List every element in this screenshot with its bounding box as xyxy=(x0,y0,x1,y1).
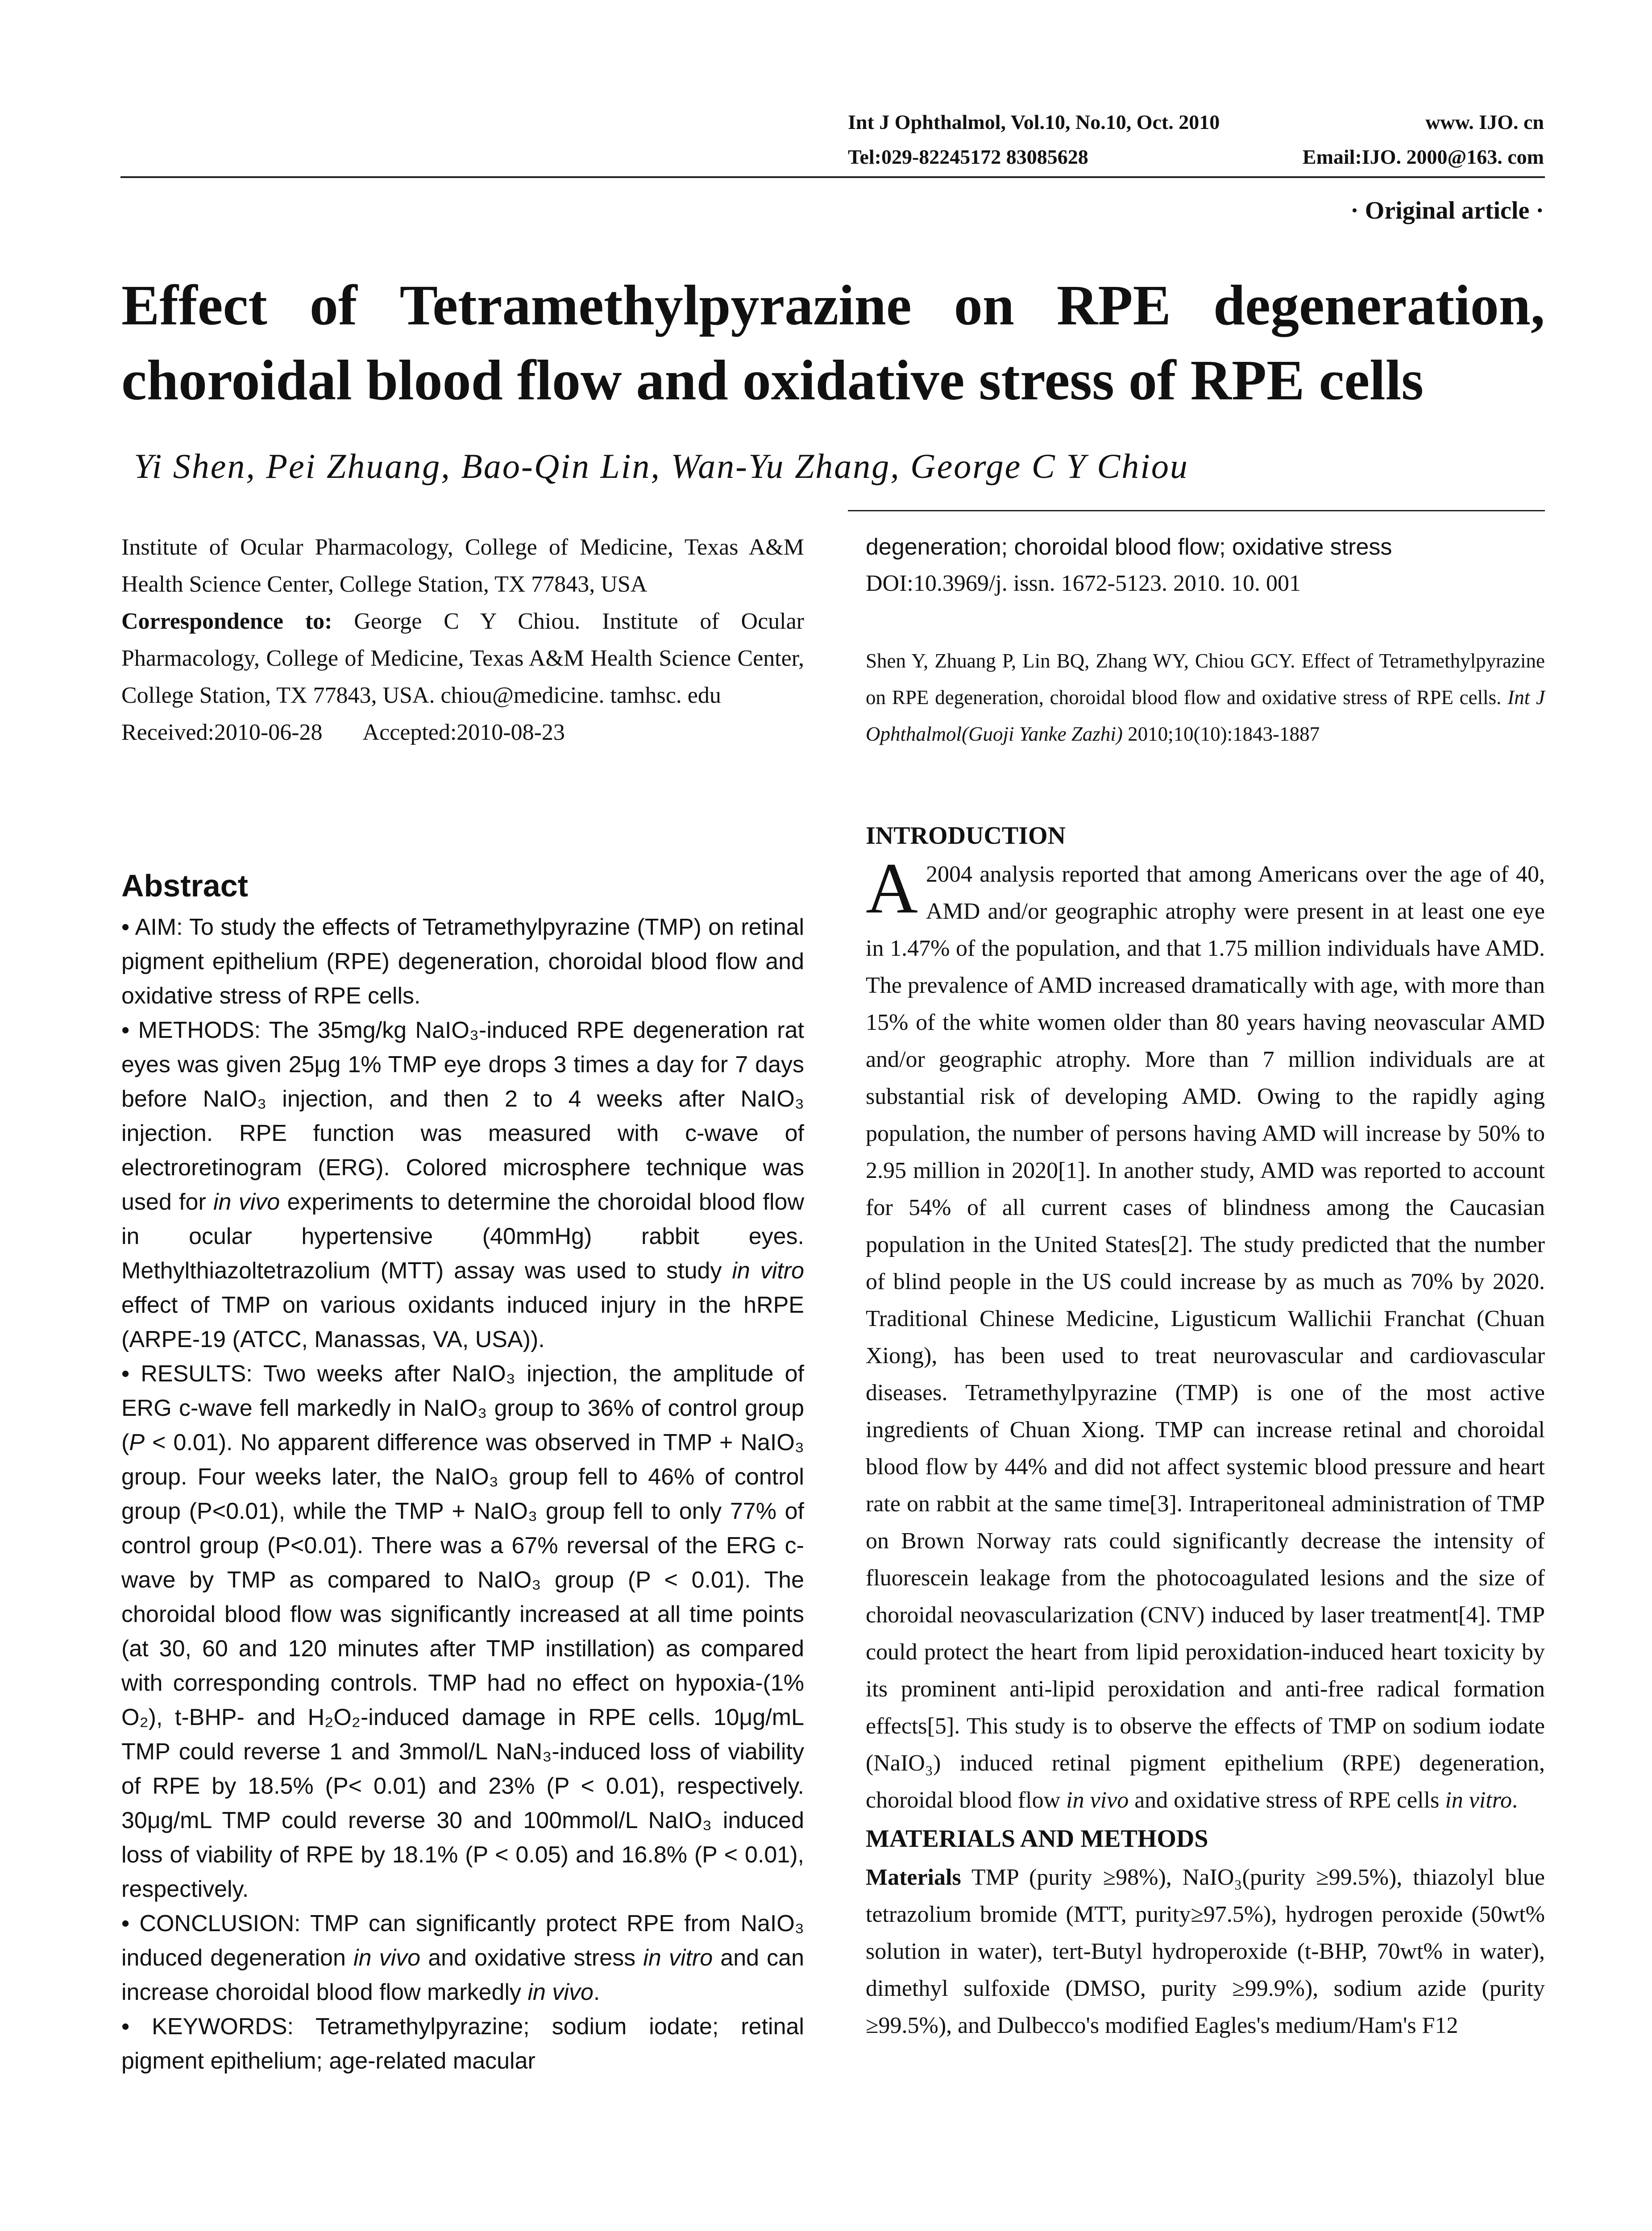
materials-label: Materials xyxy=(866,1865,961,1890)
results-text: < 0.01). No apparent difference was observed in TMP + NaIO₃ group. Four weeks later, the NaIO₃ group fell to 46% of control group (P<0.01), while the TMP + NaIO₃ group fell to only 77% of control group (P<0.01). There was a 67% reversal of the ERG c-wave by TMP as compared to NaIO₃ group (P < 0.01). The choroidal blood flow was significantly increased at all time points (at 30, 60 and 120 minutes after TMP instillation) as compared with corresponding controls. TMP had no effect on hypoxia-(1% O₂), t-BHP- and H₂O₂-induced damage in RPE cells. 10μg/mL TMP could reverse 1 and 3mmol/L NaN₃-induced loss of viability of RPE by 18.5% (P< 0.01) and 23% (P < 0.01), respectively. 30μg/mL TMP could reverse 30 and 100mmol/L NaIO₃ induced loss of viability of RPE by 18.1% (P < 0.05) and 16.8% (P < 0.01), respectively. xyxy=(121,1430,804,1902)
conclusion-text: . xyxy=(593,1979,600,2005)
intro-text: and oxidative stress of RPE cells xyxy=(1129,1787,1445,1813)
authors-divider xyxy=(848,510,1545,511)
conclusion-text: • CONCLUSION: TMP can significantly protect RPE from NaIO₃ induced degeneration xyxy=(121,1911,804,1971)
keywords-continued: degeneration; choroidal blood flow; oxidative stress xyxy=(866,534,1392,560)
author-list: Yi Shen, Pei Zhuang, Bao-Qin Lin, Wan-Yu Zhang, George C Y Chiou xyxy=(134,447,1189,485)
article-type: · Original article · xyxy=(1350,197,1544,224)
methods-heading: MATERIALS AND METHODS xyxy=(866,1825,1208,1853)
abstract-conclusion xyxy=(121,1907,804,2010)
title-word: of xyxy=(309,274,357,337)
correspondence-text: George C Y Chiou. Institute of Ocular Pharmacology, College of Medicine, Texas A&M Health Science Center, College Station, TX 77843, USA. chiou@medicine. tamhsc. edu xyxy=(121,609,804,708)
title-word: on xyxy=(954,274,1014,337)
title-word: degeneration, xyxy=(1213,274,1545,337)
abstract-body xyxy=(121,910,804,2078)
citation-text: Shen Y, Zhuang P, Lin BQ, Zhang WY, Chiou GCY. Effect of Tetramethylpyrazine on RPE degeneration, choroidal blood flow and oxidative stress of RPE cells. xyxy=(866,650,1545,709)
citation-pages: 2010;10(10):1843-1887 xyxy=(1122,723,1320,745)
running-header xyxy=(848,105,1544,174)
title-word: Tetramethylpyrazine xyxy=(399,274,912,337)
citation-block xyxy=(866,643,1545,752)
methods-in-vitro: in vitro xyxy=(732,1258,804,1284)
conclusion-in-vivo: in vivo xyxy=(527,1979,594,2005)
methods-text: experiments to determine the choroidal blood flow in ocular hypertensive (40mmHg) rabbit eyes. Methylthiazoltetrazolium (MTT) assay was used to study xyxy=(121,1189,804,1284)
conclusion-in-vivo: in vivo xyxy=(353,1945,421,1971)
abstract-results xyxy=(121,1357,804,1907)
journal-email: Email:IJO. 2000@163. com xyxy=(1302,145,1544,168)
accepted-date: Accepted:2010-08-23 xyxy=(362,720,565,745)
conclusion-text: and oxidative stress xyxy=(420,1945,643,1971)
received-date: Received:2010-06-28 xyxy=(121,720,323,745)
methods-text: effect of TMP on various oxidants induced injury in the hRPE (ARPE-19 (ATCC, Manassas, VA, USA)). xyxy=(121,1292,804,1352)
materials-text: TMP (purity ≥98%), NaIO₃(purity ≥99.5%), thiazolyl blue tetrazolium bromide (MTT, purity≥97.5%), hydrogen peroxide (50wt% solution in water), tert-Butyl hydroperoxide (t-BHP, 70wt% in water), dimethyl sulfoxide (DMSO, purity ≥99.9%), sodium azide (purity ≥99.5%), and Dulbecco's modified Eagles's medium/Ham's F12 xyxy=(866,1865,1545,2038)
methods-in-vivo: in vivo xyxy=(213,1189,280,1215)
results-text: • RESULTS: Two weeks after NaIO₃ injection, the amplitude of ERG c-wave fell markedly in NaIO₃ group to 36% of control group ( xyxy=(121,1361,804,1456)
title-line-2: choroidal blood flow and oxidative stress of RPE cells xyxy=(121,348,1424,412)
abstract-heading: Abstract xyxy=(121,868,248,903)
affiliation: Institute of Ocular Pharmacology, College of Medicine, Texas A&M Health Science Center, College Station, TX 77843, USA xyxy=(121,535,804,597)
journal-website: www. IJO. cn xyxy=(1425,111,1544,133)
correspondence xyxy=(121,603,804,714)
intro-in-vitro: in vitro xyxy=(1445,1787,1512,1813)
title-line-1 xyxy=(121,268,1545,343)
affiliation-block xyxy=(121,529,804,751)
intro-in-vivo: in vivo xyxy=(1066,1787,1129,1813)
doi: DOI:10.3969/j. issn. 1672-5123. 2010. 10. 001 xyxy=(866,571,1301,596)
journal-phone: Tel:029-82245172 83085628 xyxy=(848,145,1088,168)
abstract-aim: • AIM: To study the effects of Tetramethylpyrazine (TMP) on retinal pigment epithelium (RPE) degeneration, choroidal blood flow and oxidative stress of RPE cells. xyxy=(121,914,804,1009)
materials-paragraph xyxy=(866,1859,1545,2044)
dates xyxy=(121,714,804,751)
citation-journal: Int J Ophthalmol(Guoji Yanke Zazhi) xyxy=(866,686,1545,745)
header-divider xyxy=(120,176,1545,178)
intro-text: 2004 analysis reported that among Americans over the age of 40, AMD and/or geographic atrophy were present in at least one eye in 1.47% of the population, and that 1.75 million individuals have AMD. The prevalence of AMD increased dramatically with age, with more than 15% of the white women older than 80 years having neovascular AMD and/or geographic atrophy. More than 7 million individuals are at substantial risk of developing AMD. Owing to the rapidly aging population, the number of persons having AMD will increase by 50% to 2.95 million in 2020[1]. In another study, AMD was reported to account for 54% of all current cases of blindness among the Caucasian population in the United States[2]. The study predicted that the number of blind people in the US could increase by as much as 70% by 2020. Traditional Chinese Medicine, Ligusticum Wallichii Franchat (Chuan Xiong), has been used to treat neurovascular and cardiovascular diseases. Tetramethylpyrazine (TMP) is one of the most active ingredients of Chuan Xiong. TMP can increase retinal and choroidal blood flow by 44% and did not affect systemic blood pressure and heart rate on rabbit at the same time[3]. Intraperitoneal administration of TMP on Brown Norway rats could significantly decrease the intensity of fluorescein leakage from the photocoagulated lesions and the size of choroidal neovascularization (CNV) induced by laser treatment[4]. TMP could protect the heart from lipid peroxidation-induced heart toxicity by its prominent anti-lipid peroxidation and anti-free radical formation effects[5]. This study is to observe the effects of TMP on sodium iodate (NaIO₃) induced retinal pigment epithelium (RPE) degeneration, choroidal blood flow xyxy=(866,862,1545,1813)
title-word: Effect xyxy=(121,274,267,337)
title-word: RPE xyxy=(1056,274,1171,337)
keywords-continued-block xyxy=(866,529,1545,602)
drop-cap: A xyxy=(866,849,918,929)
introduction-heading: INTRODUCTION xyxy=(866,822,1066,850)
abstract-keywords: • KEYWORDS: Tetramethylpyrazine; sodium iodate; retinal pigment epithelium; age-related macular xyxy=(121,2014,804,2074)
correspondence-label: Correspondence to: xyxy=(121,609,332,634)
conclusion-text: and can increase choroidal blood flow markedly xyxy=(121,1945,804,2005)
abstract-methods xyxy=(121,1013,804,1357)
results-p-value: P xyxy=(129,1430,145,1456)
conclusion-in-vitro: in vitro xyxy=(643,1945,713,1971)
journal-citation-line: Int J Ophthalmol, Vol.10, No.10, Oct. 2010 xyxy=(848,111,1220,133)
introduction-section xyxy=(866,816,1545,2044)
methods-text: • METHODS: The 35mg/kg NaIO₃-induced RPE degeneration rat eyes was given 25μg 1% TMP eye drops 3 times a day for 7 days before NaIO₃ injection, and then 2 to 4 weeks after NaIO₃ injection. RPE function was measured with c-wave of electroretinogram (ERG). Colored microsphere technique was used for xyxy=(121,1017,804,1215)
article-title xyxy=(121,268,1545,418)
introduction-paragraph xyxy=(866,849,1545,1819)
intro-text: . xyxy=(1512,1787,1518,1813)
